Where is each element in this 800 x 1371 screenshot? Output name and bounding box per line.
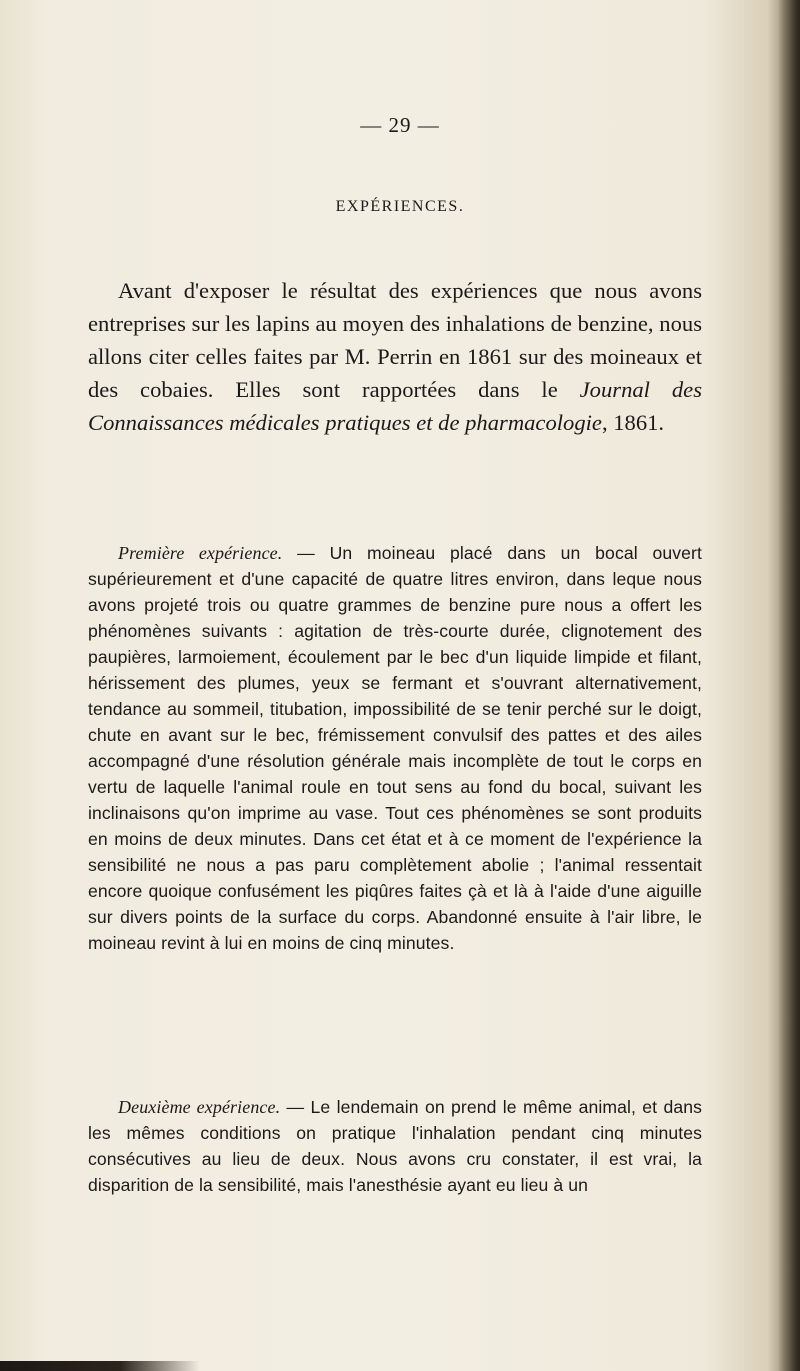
- intro-text-after: , 1861.: [601, 410, 665, 435]
- second-experience-title: Deuxième expérience.: [118, 1097, 281, 1117]
- first-experience-title: Première expérience.: [118, 543, 283, 563]
- section-heading: EXPÉRIENCES.: [335, 198, 465, 215]
- journal-title: Journal des Connaissances médicales pratiques et de pharmacologie: [88, 377, 702, 435]
- intro-text-before: Avant d'exposer le résultat des expériences que nous avons entreprises sur les lapins au moyen des inhalations de benzine, nous allons citer celles faites par M. Perrin en 1861 sur des moineaux et des cobaies. Elles sont rapportées dans le: [88, 278, 702, 402]
- page-number: — 29 —: [360, 113, 440, 137]
- second-experience-paragraph: [88, 1094, 702, 1198]
- second-experience-text: — Le lendemain on prend le même animal, et dans les mêmes conditions on pratique l'inhalation pendant cinq minutes consécutives au lieu de deux. Nous avons cru constater, il est vrai, la disparition de la sensibilité, mais l'anesthésie ayant eu lieu à un: [88, 1097, 702, 1195]
- page-bottom-shadow: [0, 1361, 200, 1371]
- first-experience-paragraph: [88, 540, 702, 956]
- intro-paragraph: [88, 274, 702, 439]
- first-experience-text: — Un moineau placé dans un bocal ouvert supérieurement et d'une capacité de quatre litres environ, dans leque nous avons projeté trois ou quatre grammes de benzine pure nous a offert les phénomènes suivants : agitation de très-courte durée, clignotement des paupières, larmoiement, écoulement par le bec d'un liquide limpide et filant, hérissement des plumes, yeux se fermant et s'ouvrant alternativement, tendance au sommeil, titubation, impossibilité de se tenir perché sur le doigt, chute en avant sur le bec, frémissement convulsif des pattes et des ailes accompagné d'une résolution générale mais incomplète de tout le corps en vertu de laquelle l'animal roule en tout sens au fond du bocal, suivant les inclinaisons qu'on imprime au vase. Tout ces phénomènes se sont produits en moins de deux minutes. Dans cet état et à ce moment de l'expérience la sensibilité ne nous a pas paru complètement abolie ; l'animal ressentait encore quoique confusément les piqûres faites çà et là à l'aide d'une aiguille sur divers points de la surface du corps. Abandonné ensuite à l'air libre, le moineau revint à lui en moins de cinq minutes.: [88, 543, 702, 953]
